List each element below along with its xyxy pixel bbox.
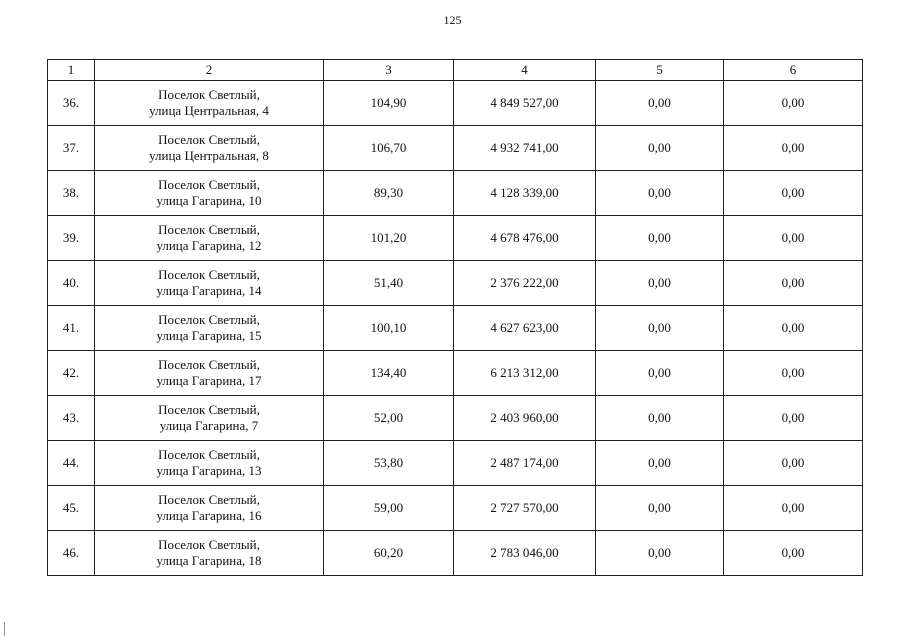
table-body bbox=[48, 81, 863, 576]
margin-mark bbox=[4, 622, 5, 636]
column-header: 2 bbox=[95, 60, 324, 81]
table-row bbox=[48, 261, 863, 306]
column-3-cell: 59,00 bbox=[324, 486, 454, 531]
column-5-cell: 0,00 bbox=[596, 486, 724, 531]
column-3-cell: 106,70 bbox=[324, 126, 454, 171]
address-street: улица Гагарина, 18 bbox=[156, 553, 262, 568]
data-table bbox=[47, 59, 863, 576]
address-cell bbox=[95, 441, 324, 486]
column-6-cell: 0,00 bbox=[724, 171, 863, 216]
address-street: улица Гагарина, 13 bbox=[156, 463, 262, 478]
column-5-cell: 0,00 bbox=[596, 81, 724, 126]
column-4-cell: 4 932 741,00 bbox=[454, 126, 596, 171]
column-6-cell: 0,00 bbox=[724, 441, 863, 486]
row-number-cell: 39. bbox=[48, 216, 95, 261]
table-row bbox=[48, 306, 863, 351]
address-settlement: Поселок Светлый, bbox=[158, 132, 260, 147]
column-4-cell: 2 727 570,00 bbox=[454, 486, 596, 531]
column-3-cell: 53,80 bbox=[324, 441, 454, 486]
column-3-cell: 89,30 bbox=[324, 171, 454, 216]
table-row bbox=[48, 486, 863, 531]
column-6-cell: 0,00 bbox=[724, 351, 863, 396]
row-number-cell: 40. bbox=[48, 261, 95, 306]
table-row bbox=[48, 396, 863, 441]
row-number-cell: 46. bbox=[48, 531, 95, 576]
column-5-cell: 0,00 bbox=[596, 216, 724, 261]
table-row bbox=[48, 126, 863, 171]
address-street: улица Гагарина, 17 bbox=[156, 373, 262, 388]
column-4-cell: 4 128 339,00 bbox=[454, 171, 596, 216]
address-street: улица Гагарина, 16 bbox=[156, 508, 262, 523]
column-3-cell: 134,40 bbox=[324, 351, 454, 396]
column-6-cell: 0,00 bbox=[724, 216, 863, 261]
column-5-cell: 0,00 bbox=[596, 126, 724, 171]
column-5-cell: 0,00 bbox=[596, 351, 724, 396]
table-row bbox=[48, 81, 863, 126]
address-street: улица Гагарина, 15 bbox=[156, 328, 262, 343]
address-cell bbox=[95, 216, 324, 261]
column-header: 6 bbox=[724, 60, 863, 81]
column-5-cell: 0,00 bbox=[596, 531, 724, 576]
address-cell bbox=[95, 306, 324, 351]
address-cell bbox=[95, 171, 324, 216]
row-number-cell: 37. bbox=[48, 126, 95, 171]
address-cell bbox=[95, 126, 324, 171]
address-street: улица Гагарина, 14 bbox=[156, 283, 262, 298]
column-5-cell: 0,00 bbox=[596, 441, 724, 486]
column-3-cell: 101,20 bbox=[324, 216, 454, 261]
table-row bbox=[48, 171, 863, 216]
column-6-cell: 0,00 bbox=[724, 396, 863, 441]
address-street: улица Центральная, 4 bbox=[149, 103, 269, 118]
column-3-cell: 51,40 bbox=[324, 261, 454, 306]
column-6-cell: 0,00 bbox=[724, 486, 863, 531]
column-4-cell: 4 627 623,00 bbox=[454, 306, 596, 351]
column-3-cell: 60,20 bbox=[324, 531, 454, 576]
column-4-cell: 2 487 174,00 bbox=[454, 441, 596, 486]
column-4-cell: 2 403 960,00 bbox=[454, 396, 596, 441]
column-4-cell: 2 376 222,00 bbox=[454, 261, 596, 306]
address-settlement: Поселок Светлый, bbox=[158, 447, 260, 462]
column-header: 1 bbox=[48, 60, 95, 81]
column-6-cell: 0,00 bbox=[724, 306, 863, 351]
table-row bbox=[48, 531, 863, 576]
address-cell bbox=[95, 486, 324, 531]
table-row bbox=[48, 441, 863, 486]
column-header: 5 bbox=[596, 60, 724, 81]
column-6-cell: 0,00 bbox=[724, 261, 863, 306]
row-number-cell: 38. bbox=[48, 171, 95, 216]
address-street: улица Гагарина, 7 bbox=[159, 418, 259, 433]
column-5-cell: 0,00 bbox=[596, 171, 724, 216]
address-street: улица Гагарина, 12 bbox=[156, 238, 262, 253]
address-settlement: Поселок Светлый, bbox=[158, 222, 260, 237]
address-cell bbox=[95, 261, 324, 306]
page-number: 125 bbox=[443, 13, 462, 27]
column-6-cell: 0,00 bbox=[724, 126, 863, 171]
row-number-cell: 45. bbox=[48, 486, 95, 531]
row-number-cell: 36. bbox=[48, 81, 95, 126]
column-5-cell: 0,00 bbox=[596, 261, 724, 306]
address-settlement: Поселок Светлый, bbox=[158, 402, 260, 417]
address-settlement: Поселок Светлый, bbox=[158, 492, 260, 507]
address-cell bbox=[95, 531, 324, 576]
column-3-cell: 100,10 bbox=[324, 306, 454, 351]
table-row bbox=[48, 216, 863, 261]
address-cell bbox=[95, 351, 324, 396]
column-6-cell: 0,00 bbox=[724, 531, 863, 576]
column-4-cell: 2 783 046,00 bbox=[454, 531, 596, 576]
column-4-cell: 6 213 312,00 bbox=[454, 351, 596, 396]
address-settlement: Поселок Светлый, bbox=[158, 312, 260, 327]
column-4-cell: 4 678 476,00 bbox=[454, 216, 596, 261]
row-number-cell: 43. bbox=[48, 396, 95, 441]
column-5-cell: 0,00 bbox=[596, 306, 724, 351]
row-number-cell: 44. bbox=[48, 441, 95, 486]
column-header: 3 bbox=[324, 60, 454, 81]
table-header-row bbox=[48, 60, 863, 81]
table-row bbox=[48, 351, 863, 396]
address-settlement: Поселок Светлый, bbox=[158, 267, 260, 282]
row-number-cell: 41. bbox=[48, 306, 95, 351]
row-number-cell: 42. bbox=[48, 351, 95, 396]
address-street: улица Центральная, 8 bbox=[149, 148, 269, 163]
column-5-cell: 0,00 bbox=[596, 396, 724, 441]
column-3-cell: 104,90 bbox=[324, 81, 454, 126]
address-settlement: Поселок Светлый, bbox=[158, 177, 260, 192]
column-header: 4 bbox=[454, 60, 596, 81]
column-3-cell: 52,00 bbox=[324, 396, 454, 441]
column-6-cell: 0,00 bbox=[724, 81, 863, 126]
column-4-cell: 4 849 527,00 bbox=[454, 81, 596, 126]
address-cell bbox=[95, 81, 324, 126]
address-settlement: Поселок Светлый, bbox=[158, 357, 260, 372]
address-settlement: Поселок Светлый, bbox=[158, 537, 260, 552]
address-settlement: Поселок Светлый, bbox=[158, 87, 260, 102]
address-cell bbox=[95, 396, 324, 441]
address-street: улица Гагарина, 10 bbox=[156, 193, 262, 208]
